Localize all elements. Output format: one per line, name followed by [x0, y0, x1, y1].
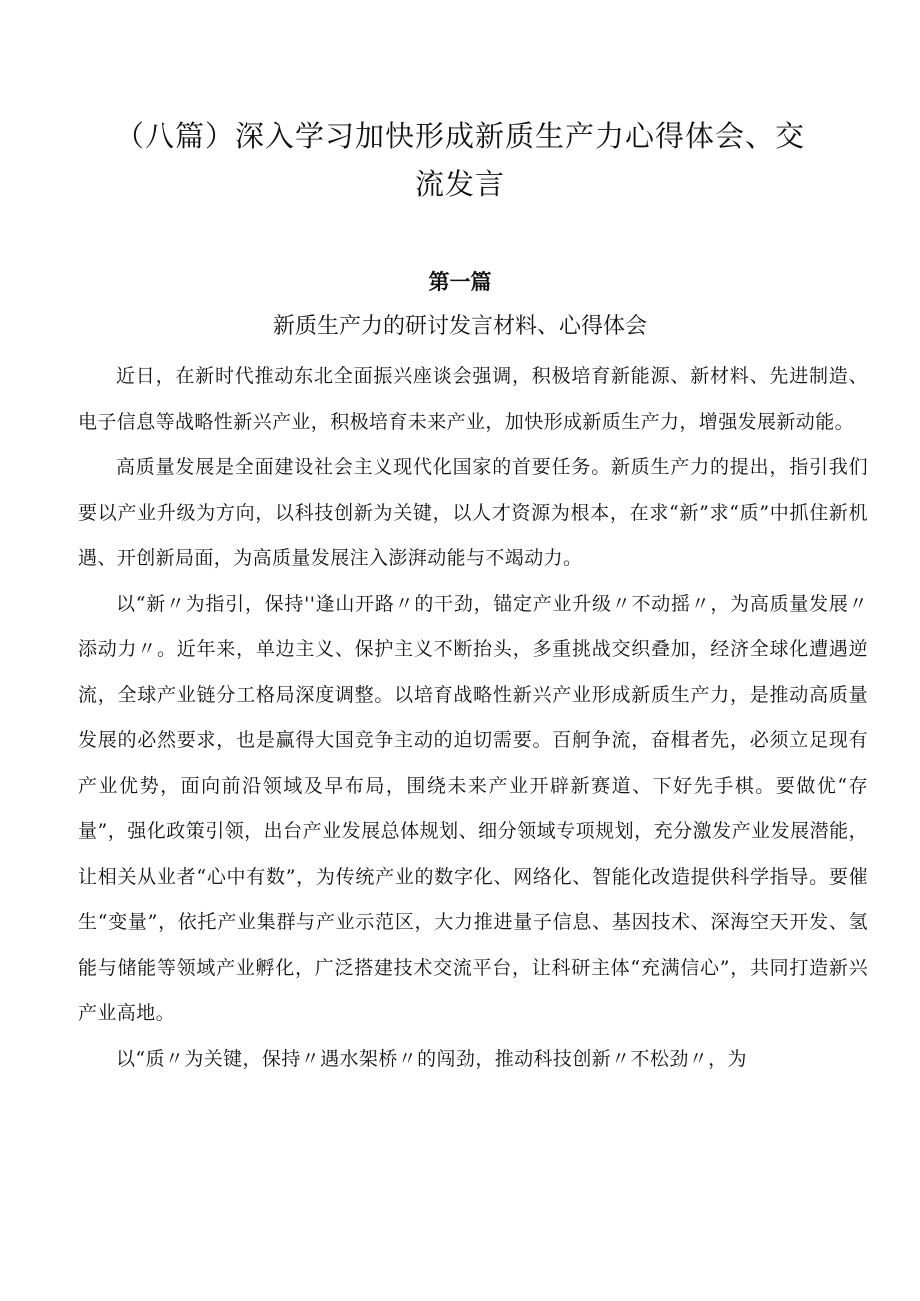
paragraph: 高质量发展是全面建设社会主义现代化国家的首要任务。新质生产力的提出，指引我们要以产业升级为方向，以科技创新为关键，以人才资源为根本，在求“新”求“质”中抓住新机遇、开创新局面，为高质量发展注入澎湃动能与不竭动力。	[78, 456, 868, 569]
paragraph: 近日，在新时代推动东北全面振兴座谈会强调，积极培育新能源、新材料、先进制造、电子信息等战略性新兴产业，积极培育未来产业，加快形成新质生产力，增强发展新动能。	[78, 365, 868, 433]
body-text	[78, 354, 868, 1082]
section-label: 第一篇	[428, 270, 492, 294]
paragraph: 以“质〃为关键，保持〃遇水架桥〃的闯劲，推动科技创新〃不松劲〃，为	[116, 1047, 747, 1070]
document-title: （八篇）深入学习加快形成新质生产力心得体会、交流发言	[114, 119, 805, 201]
section-title: 新质生产力的研讨发言材料、心得体会	[272, 314, 647, 339]
paragraph: 以“新〃为指引，保持''逢山开路〃的干劲，锚定产业升级〃不动摇〃，为高质量发展〃添动力〃。近年来，单边主义、保护主义不断抬头，多重挑战交织叠加，经济全球化遭遇逆流，全球产业链分工格局深度调整。以培育战略性新兴产业形成新质生产力，是推动高质量发展的必然要求，也是赢得大国竞争主动的迫切需要。百舸争流，奋楫者先，必须立足现有产业优势，面向前沿领域及早布局，围绕未来产业开辟新赛道、下好先手棋。要做优“存量”，强化政策引领，出台产业发展总体规划、细分领域专项规划，充分激发产业发展潜能，让相关从业者“心中有数”，为传统产业的数字化、网络化、智能化改造提供科学指导。要催生“变量”，依托产业集群与产业示范区，大力推进量子信息、基因技术、深海空天开发、氢能与储能等领域产业孵化，广泛搭建技术交流平台，让科研主体“充满信心”，共同打造新兴产业高地。	[78, 592, 868, 1024]
